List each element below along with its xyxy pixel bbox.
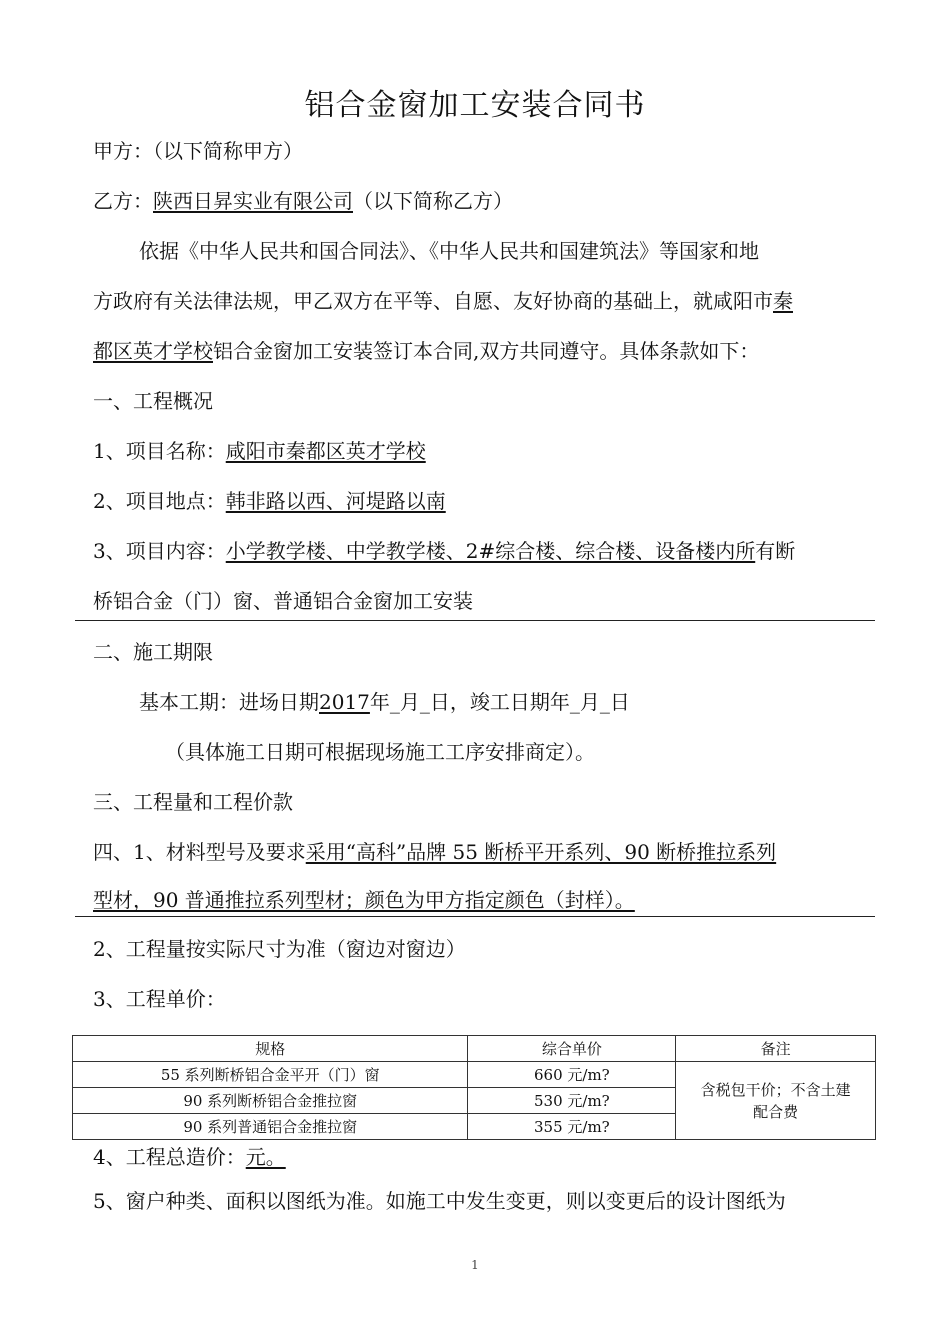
total-cost-value: 元。	[245, 1145, 286, 1169]
project-content-label: 3、项目内容：	[93, 539, 226, 563]
quantity-rule-line: 2、工程量按实际尺寸为准（窗边对窗边）	[93, 937, 466, 961]
material-spec-value: 采用“高科”品牌 55 断桥平开系列、90 断桥推拉系列	[305, 840, 777, 864]
spec-cell: 90 系列普通铝合金推拉窗	[73, 1114, 468, 1140]
project-content-line-2: 桥铝合金（门）窗、普通铝合金窗加工安装	[93, 589, 473, 613]
unit-price-table	[72, 1035, 876, 1140]
preamble-text: 方政府有关法律法规，甲乙双方在平等、自愿、友好协商的基础上，就咸阳市	[93, 289, 773, 313]
table-row	[73, 1062, 876, 1088]
spec-cell: 90 系列断桥铝合金推拉窗	[73, 1088, 468, 1114]
period-text: 基本工期：进场日期	[139, 690, 319, 714]
table-header-cell: 综合单价	[468, 1036, 676, 1062]
page-number: 1	[471, 1258, 479, 1272]
material-spec-value-2: 型材，90 普通推拉系列型材；颜色为甲方指定颜色（封样）。	[93, 888, 635, 912]
unit-price-heading: 3、工程单价：	[93, 987, 226, 1011]
price-cell: 355 元/m?	[468, 1114, 676, 1140]
remark-cell	[676, 1062, 876, 1140]
section-1-heading: 一、工程概况	[93, 389, 213, 413]
party-b-label: 乙方：	[93, 189, 153, 213]
project-content-rest: 有断	[755, 539, 796, 563]
school-name-underlined: 都区英才学校	[93, 339, 213, 363]
preamble-line-1: 依据《中华人民共和国合同法》、《中华人民共和国建筑法》等国家和地	[139, 239, 759, 263]
party-b-line	[93, 187, 513, 215]
preamble-line-3	[93, 337, 759, 365]
project-name-line	[93, 437, 426, 465]
project-content-value: 小学教学楼、中学教学楼、2#综合楼、综合楼、设备楼内所	[225, 539, 756, 563]
party-b-name: 陕西日昇实业有限公司	[153, 189, 353, 213]
construction-period-line	[139, 688, 630, 716]
preamble-text: 铝合金窗加工安装签订本合同,双方共同遵守。具体条款如下：	[213, 339, 760, 363]
project-location-value: 韩非路以西、河堤路以南	[225, 489, 446, 513]
party-b-suffix: （以下简称乙方）	[353, 189, 513, 213]
section-3-heading: 三、工程量和工程价款	[93, 790, 293, 814]
total-cost-line	[93, 1143, 286, 1171]
price-cell: 530 元/m?	[468, 1088, 676, 1114]
material-spec-line	[93, 838, 776, 866]
remark-line-1: 含税包干价；不含土建	[700, 1080, 851, 1099]
project-name-value: 咸阳市秦都区英才学校	[225, 439, 426, 463]
period-text-2: 年_月_日，竣工日期年_月_日	[369, 690, 630, 714]
preamble-line-2	[93, 287, 793, 315]
period-note: （具体施工日期可根据现场施工工序安排商定）。	[165, 740, 595, 764]
table-header-cell: 备注	[676, 1036, 876, 1062]
item-5-line: 5、窗户种类、面积以图纸为准。如施工中发生变更，则以变更后的设计图纸为	[93, 1189, 786, 1213]
project-name-label: 1、项目名称：	[93, 439, 226, 463]
project-content-line	[93, 537, 795, 565]
horizontal-rule	[75, 916, 875, 917]
material-spec-label: 四、1、材料型号及要求	[93, 840, 306, 864]
section-2-heading: 二、施工期限	[93, 640, 213, 664]
period-year: 2017	[319, 690, 370, 714]
price-cell: 660 元/m?	[468, 1062, 676, 1088]
project-location-label: 2、项目地点：	[93, 489, 226, 513]
table-header-row	[73, 1036, 876, 1062]
preamble-underlined: 秦	[773, 289, 793, 313]
table-header-cell: 规格	[73, 1036, 468, 1062]
material-spec-line-2	[93, 886, 635, 914]
project-location-line	[93, 487, 446, 515]
total-cost-label: 4、工程总造价：	[93, 1145, 246, 1169]
remark-line-2: 配合费	[753, 1102, 799, 1121]
horizontal-rule	[75, 620, 875, 621]
document-title: 铝合金窗加工安装合同书	[304, 88, 646, 123]
party-a-line: 甲方：（以下简称甲方）	[93, 139, 303, 163]
spec-cell: 55 系列断桥铝合金平开（门）窗	[73, 1062, 468, 1088]
